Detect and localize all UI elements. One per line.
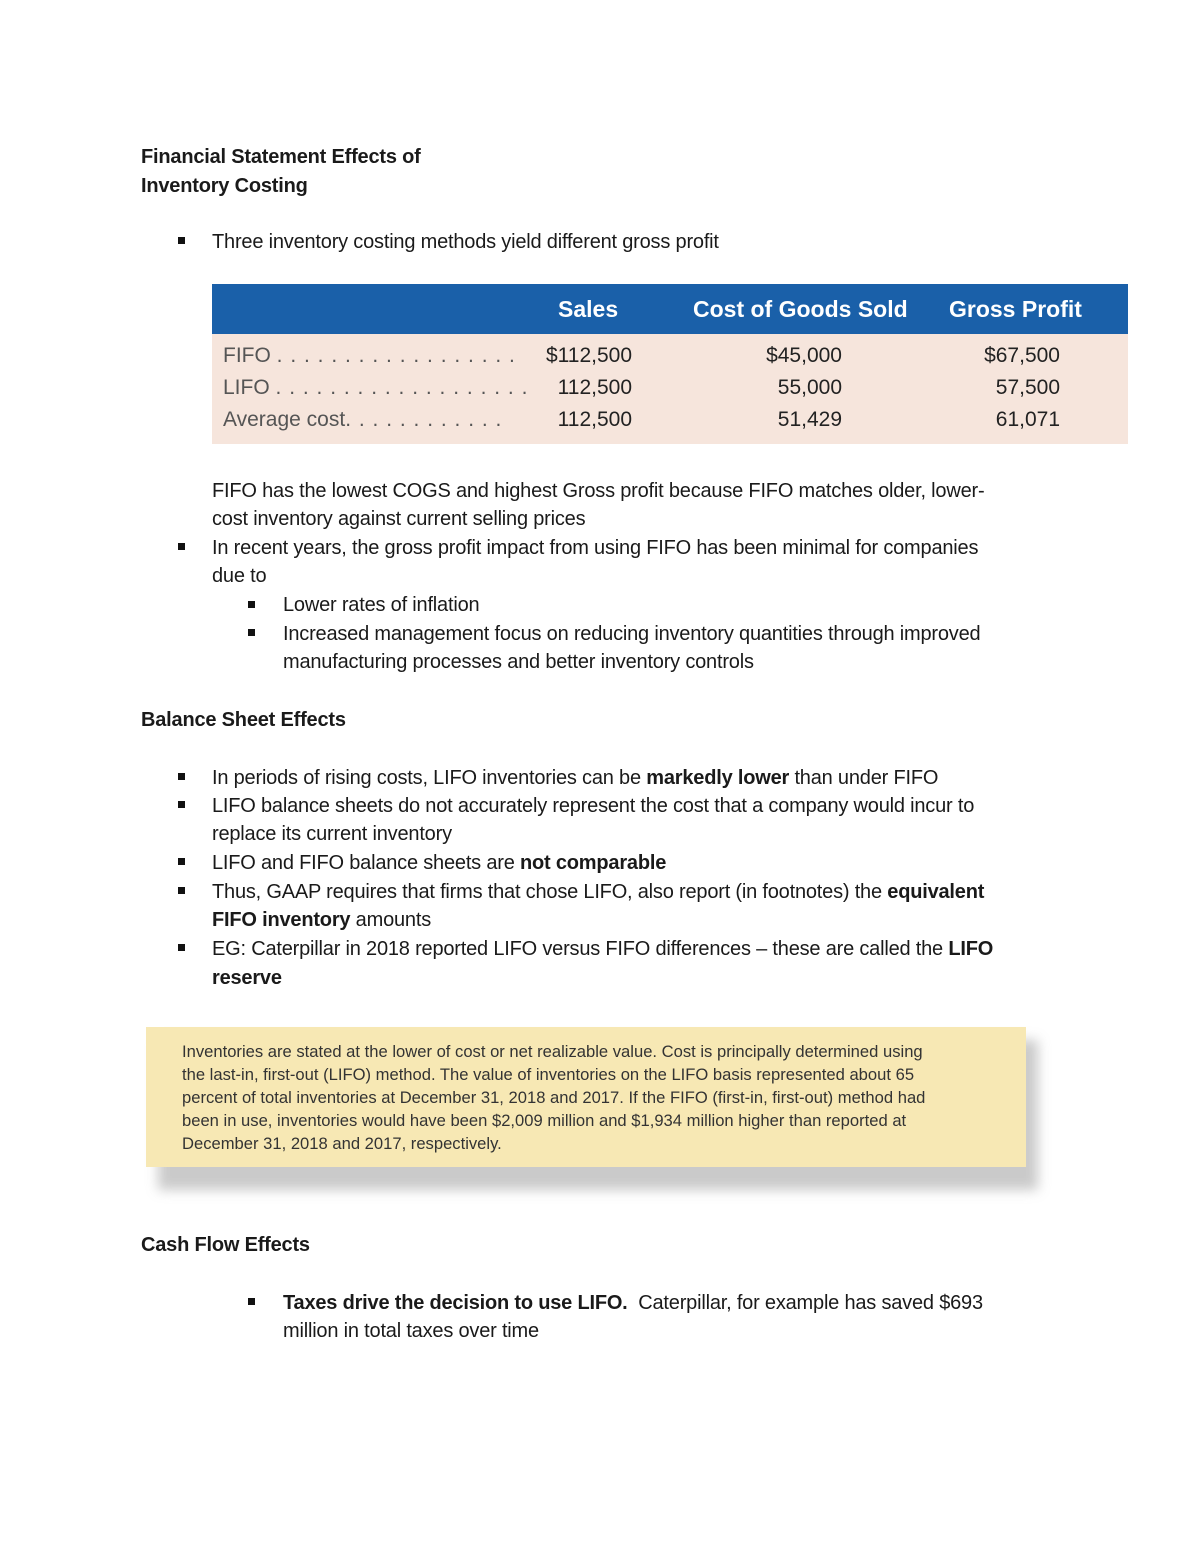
cell-cogs: $45,000 [766,344,842,367]
header-sales: Sales [558,296,619,322]
sub-bullet-inflation: Lower rates of inflation [283,594,480,616]
text-emphasis: LIFO [948,938,994,960]
text-segment: LIFO and FIFO balance sheets are [212,852,520,874]
table-row-average-cost [223,407,502,433]
sub-bullet-management-line1: Increased management focus on reducing inventory quantities through improved [283,623,981,645]
table-header [212,284,1128,334]
bullet-icon [248,629,255,636]
bullet-icon [178,237,185,244]
cell-sales: $112,500 [545,344,632,367]
row-label: Average cost [223,408,346,431]
quote-line: December 31, 2018 and 2017, respectively. [182,1134,502,1153]
table-body [212,334,1128,444]
quote-line: been in use, inventories would have been $2,009 million and $1,934 million higher than reported at [182,1111,907,1130]
page-title-line2: Inventory Costing [141,175,308,197]
caterpillar-quote-box [146,1027,1026,1167]
balance-bullet-2-line1: LIFO balance sheets do not accurately represent the cost that a company would incur to [212,795,975,817]
balance-bullet-5-line2: reserve [212,967,282,989]
text-emphasis: FIFO inventory [212,909,351,931]
text-emphasis: markedly lower [646,767,790,789]
cell-cogs: 51,429 [777,408,842,431]
text-segment: Thus, GAAP requires that firms that chose LIFO, also report (in footnotes) the [212,881,888,903]
balance-sheet-heading: Balance Sheet Effects [141,709,346,731]
bullet-icon [248,601,255,608]
cell-sales: 112,500 [557,376,632,399]
text-emphasis: not comparable [520,852,667,874]
bullet-icon [178,887,185,894]
row-leader-dots: . . . . . . . . . . . . . . . . . . . [275,376,529,399]
quote-line: Inventories are stated at the lower of cost or net realizable value. Cost is principally determined using [182,1042,923,1061]
text-segment: EG: Caterpillar in 2018 reported LIFO versus FIFO differences – these are called the [212,938,949,960]
bullet-icon [178,944,185,951]
cell-gross-profit: 57,500 [995,376,1060,399]
cell-gross-profit: $67,500 [984,344,1060,367]
quote-line: the last-in, first-out (LIFO) method. The value of inventories on the LIFO basis represented about 65 [182,1065,915,1084]
header-gross-profit: Gross Profit [949,296,1082,322]
bullet-icon [178,858,185,865]
text-segment: than under FIFO [789,767,939,789]
text-segment: amounts [350,909,431,931]
intro-bullet-text: Three inventory costing methods yield different gross profit [212,231,719,253]
sub-bullet-management-line2: manufacturing processes and better inventory controls [283,651,754,673]
row-leader-dots: . . . . . . . . . . . . [345,408,503,431]
table-row-lifo [223,375,528,401]
quote-line: percent of total inventories at December 31, 2018 and 2017. If the FIFO (first-in, first-out) method had [182,1088,926,1107]
row-leader-dots: . . . . . . . . . . . . . . . . . . [276,344,516,367]
text-emphasis: equivalent [887,881,985,903]
cash-flow-bullet-line1 [283,1289,983,1318]
header-cogs: Cost of Goods Sold [693,296,908,322]
balance-bullet-5-line1 [212,935,993,964]
balance-bullet-2-line2: replace its current inventory [212,823,452,845]
text-segment: In periods of rising costs, LIFO inventories can be [212,767,647,789]
balance-bullet-3 [212,849,666,878]
cell-gross-profit: 61,071 [995,408,1060,431]
text-segment: Caterpillar, for example has saved $693 [627,1292,983,1314]
cell-sales: 112,500 [557,408,632,431]
recent-bullet-line2: due to [212,565,267,587]
recent-bullet-line1: In recent years, the gross profit impact from using FIFO has been minimal for companies [212,537,979,559]
fifo-note-line1: FIFO has the lowest COGS and highest Gross profit because FIFO matches older, lower- [212,480,985,502]
page-title-line1: Financial Statement Effects of [141,146,421,168]
text-emphasis: Taxes drive the decision to use LIFO. [283,1292,628,1314]
inventory-methods-table [212,284,1128,444]
cash-flow-bullet-line2: million in total taxes over time [283,1320,539,1342]
fifo-note-line2: cost inventory against current selling prices [212,508,586,530]
bullet-icon [178,543,185,550]
table-row-fifo [223,343,516,369]
balance-bullet-1 [212,764,938,793]
cell-cogs: 55,000 [777,376,842,399]
bullet-icon [248,1298,255,1305]
row-label: LIFO [223,376,270,399]
balance-bullet-4-line1 [212,878,984,907]
balance-bullet-4-line2 [212,906,431,935]
cash-flow-heading: Cash Flow Effects [141,1234,310,1256]
row-label: FIFO [223,344,271,367]
bullet-icon [178,773,185,780]
bullet-icon [178,801,185,808]
